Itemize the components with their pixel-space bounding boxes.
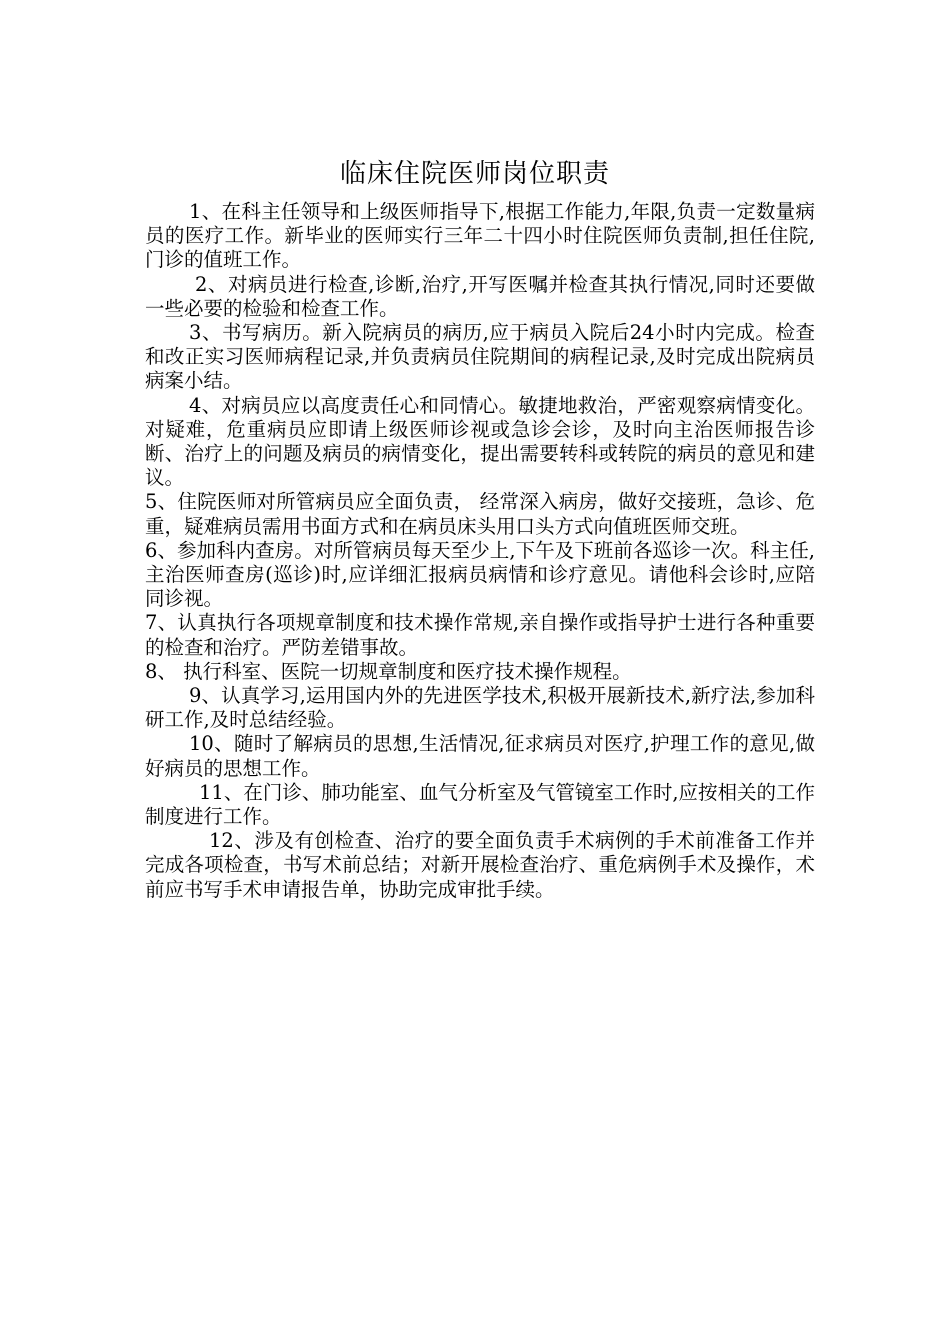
duty-paragraph-3: 3、书写病历。新入院病员的病历,应于病员入院后24小时内完成。检查和改正实习医师病程记录,并负责病员住院期间的病程记录,及时完成出院病员病案小结。 xyxy=(145,321,815,393)
duty-paragraph-12: 12、涉及有创检查、治疗的要全面负责手术病例的手术前准备工作并完成各项检查，书写术前总结；对新开展检查治疗、重危病例手术及操作，术前应书写手术申请报告单，协助完成审批手续。 xyxy=(145,829,815,901)
duty-paragraph-11: 11、在门诊、肺功能室、血气分析室及气管镜室工作时,应按相关的工作制度进行工作。 xyxy=(145,780,816,829)
duty-paragraph-6: 6、参加科内查房。对所管病员每天至少上,下午及下班前各巡诊一次。科主任,主治医师查房(巡诊)时,应详细汇报病员病情和诊疗意见。请他科会诊时,应陪同诊视。 xyxy=(145,538,815,611)
duty-paragraph-4: 4、对病员应以高度责任心和同情心。敏捷地救治，严密观察病情变化。对疑难，危重病员应即请上级医师诊视或急诊会诊，及时向主治医师报告诊断、治疗上的问题及病员的病情变化，提出需要转科或转院的病员的意见和建议。 xyxy=(145,393,815,490)
duty-paragraph-7: 7、认真执行各项规章制度和技术操作常规,亲自操作或指导护士进行各种重要的检查和治疗。严防差错事故。 xyxy=(145,611,815,659)
duty-paragraph-5: 5、住院医师对所管病员应全面负责， 经常深入病房，做好交接班，急诊、危重，疑难病员需用书面方式和在病员床头用口头方式向值班医师交班。 xyxy=(145,490,815,538)
duty-paragraph-10: 10、随时了解病员的思想,生活情况,征求病员对医疗,护理工作的意见,做好病员的思想工作。 xyxy=(145,732,815,780)
duty-paragraph-2: 2、对病员进行检查,诊断,治疗,开写医嘱并检查其执行情况,同时还要做一些必要的检验和检查工作。 xyxy=(145,272,815,320)
document-body xyxy=(145,200,815,902)
duty-paragraph-8: 8、 执行科室、医院一切规章制度和医疗技术操作规程。 xyxy=(145,659,632,683)
document-title: 临床住院医师岗位职责 xyxy=(339,159,610,189)
duty-paragraph-9: 9、认真学习,运用国内外的先进医学技术,积极开展新技术,新疗法,参加科研工作,及时总结经验。 xyxy=(145,684,815,732)
duty-paragraph-1: 1、在科主任领导和上级医师指导下,根据工作能力,年限,负责一定数量病员的医疗工作。新毕业的医师实行三年二十四小时住院医师负责制,担任住院,门诊的值班工作。 xyxy=(145,200,815,272)
